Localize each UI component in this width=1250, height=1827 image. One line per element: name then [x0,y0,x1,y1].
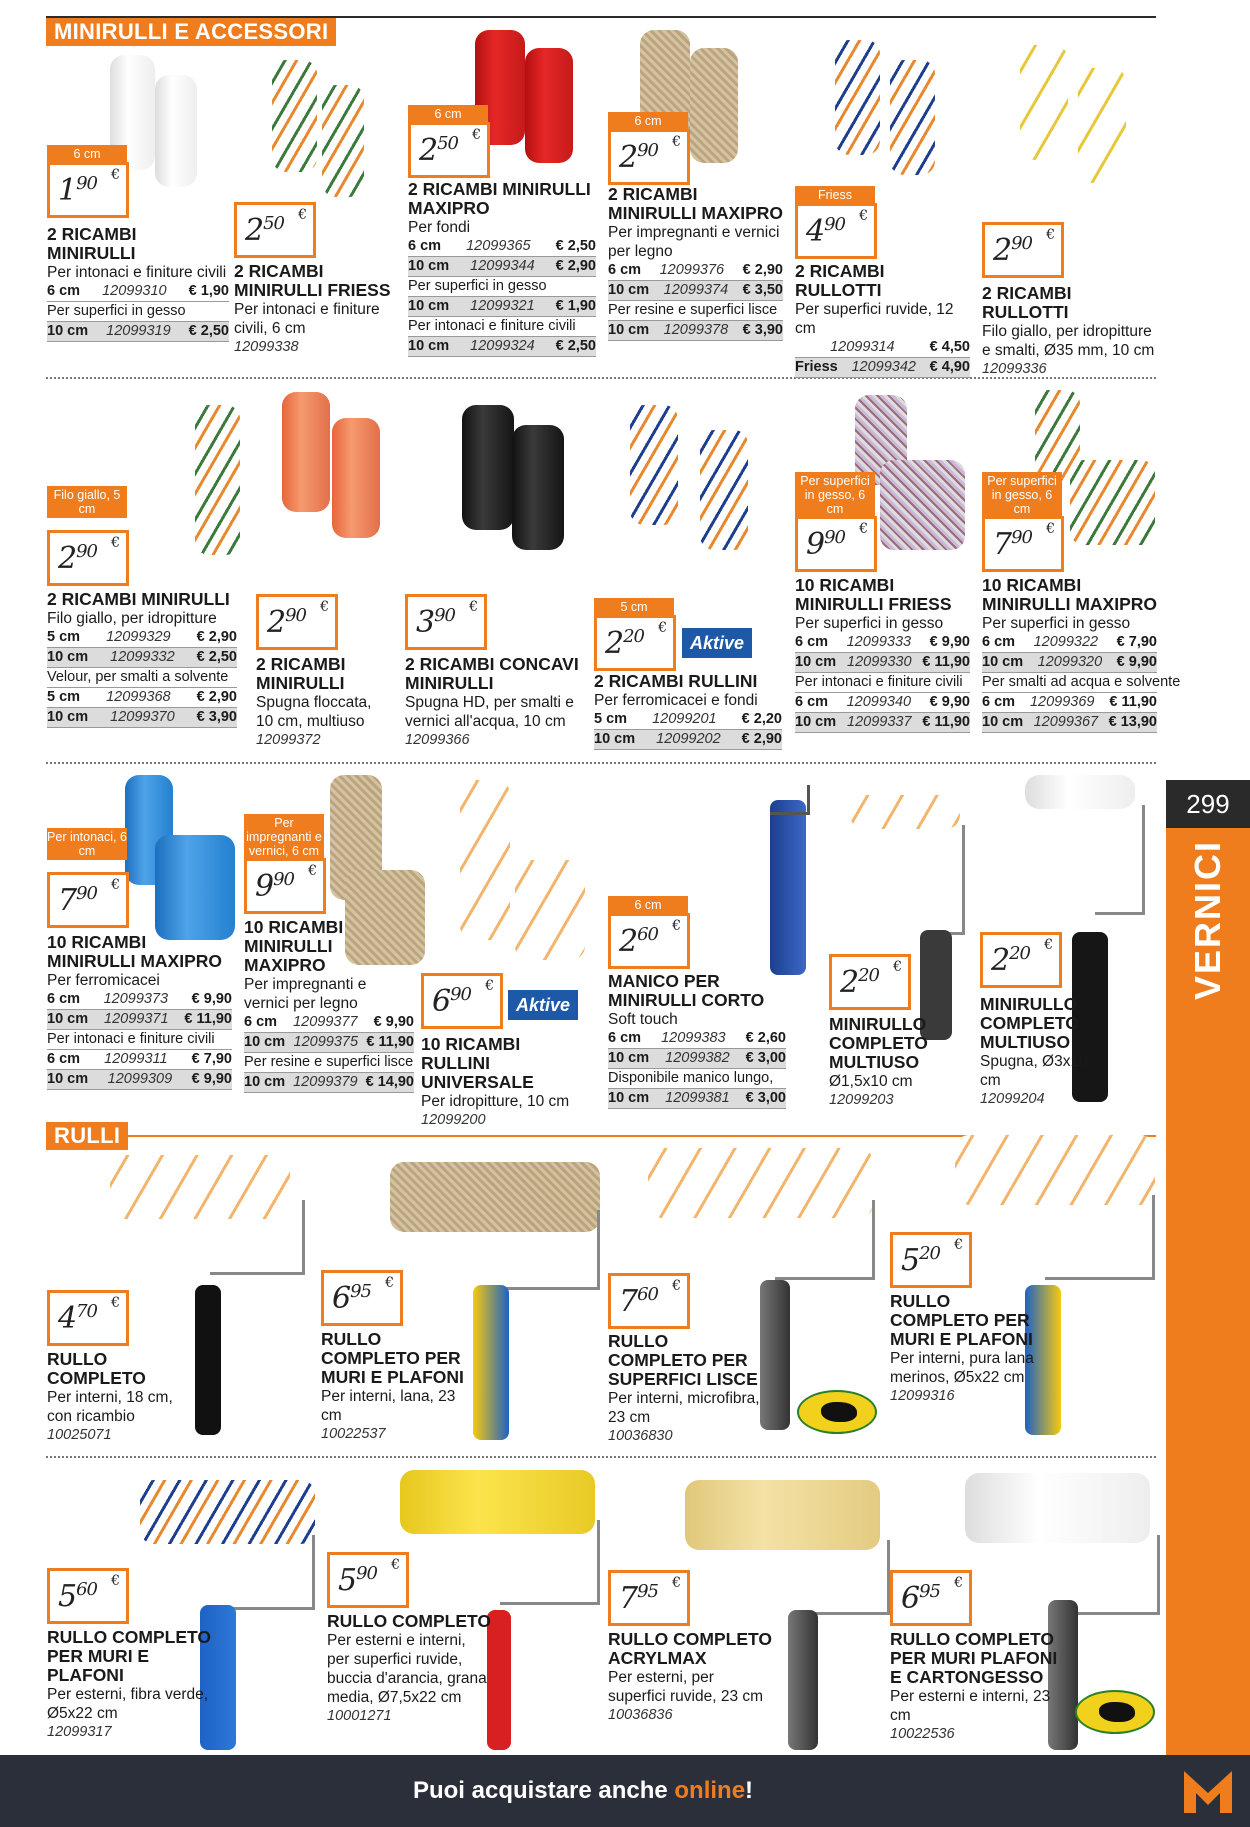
product-description: Per superfici in gesso [795,615,944,632]
price-badge [890,1232,972,1288]
product-description: Per superfici ruvide, 12 cm [795,301,954,337]
product-card[interactable] [421,1035,591,1130]
euro-icon: € [391,1557,400,1573]
product-description: Per interni, pura lana merinos, Ø5x22 cm [890,1350,1034,1386]
euro-icon: € [658,620,667,636]
size-tag: Friess [795,186,875,204]
boar-icon [1099,1702,1135,1722]
variant-row: 6 cm 12099377 € 9,90 [244,1013,414,1033]
product-image [525,48,573,163]
price-cents: 90 [76,173,97,194]
product-description: Spugna, Ø3x10 cm [980,1053,1088,1089]
euro-icon: € [469,599,478,615]
product-title: 2 RICAMBI MINIRULLI FRIESS [234,261,391,300]
euro-icon: € [111,167,120,183]
product-title: MINIRULLO COMPLETO MULTIUSO [829,1014,928,1072]
product-title: RULLO COMPLETO [47,1349,146,1388]
size-tag: Filo giallo, 5 cm [47,486,127,518]
product-description: Per ferromicacei e fondi [594,692,758,709]
price-badge [47,1290,129,1346]
size-tag: Per superfici in gesso, 6 cm [795,472,875,518]
price-euros: 5 [58,1579,77,1614]
brand-badge: Aktive [508,990,578,1020]
variant-row: 5 cm 12099329 € 2,90 [47,628,237,648]
product-title: RULLO COMPLETO PER MURI E PLAFONI [47,1627,211,1685]
price-badge [608,1570,690,1626]
product-image [155,75,197,187]
product-image [630,405,678,525]
variant-row: 6 cm 12099383 € 2,60 [608,1029,786,1049]
euro-icon: € [1046,227,1055,243]
product-description: Soft touch [608,1011,678,1028]
product-description: Per ferromicacei [47,972,160,989]
variant-row: 10 cm 12099309 € 9,90 [47,1070,232,1090]
product-card[interactable] [608,972,786,1109]
variant-row: 10 cm 12099374 € 3,50 [608,281,783,301]
variant-row: 10 cm 12099382 € 3,00 [608,1049,786,1069]
product-title: 10 RICAMBI MINIRULLI FRIESS [795,575,952,614]
footer-banner[interactable] [0,1755,1166,1827]
size-tag: 6 cm [608,112,688,130]
variant-row: 6 cm 12099310 € 1,90 [47,282,229,302]
variant-row: 10 cm 12099378 € 3,90 [608,321,783,341]
price-euros: 6 [432,984,451,1019]
price-euros: 7 [993,527,1012,562]
variant-row: 10 cm 12099379 € 14,90 [244,1073,414,1093]
variant-row: 10 cm 12099319 € 2,50 [47,322,229,342]
product-card[interactable] [608,1332,768,1446]
price-cents: 95 [350,1281,371,1302]
price-badge [608,129,690,185]
price-cents: 20 [1009,943,1030,964]
variant-note: Velour, per smalti a solvente [47,668,237,688]
price-badge [408,122,490,178]
price-euros: 2 [993,233,1012,268]
side-section-label: VERNICI [1187,839,1228,1000]
product-image [1025,775,1135,809]
euro-icon: € [472,127,481,143]
product-title: 2 RICAMBI RULLOTTI [795,261,885,300]
variant-row: 10 cm 12099370 € 3,90 [47,708,237,728]
product-description: Ø1,5x10 cm [829,1073,913,1090]
product-description: Per esterni e interni, 23 cm [890,1688,1051,1724]
price-badge [321,1270,403,1326]
product-card[interactable] [980,995,1090,1109]
price-euros: 2 [419,133,438,168]
size-tag: 6 cm [47,145,127,163]
product-description: Per impregnanti e vernici per legno [244,976,367,1012]
variant-row: 12099314 € 4,50 [795,338,970,358]
variant-row: 10 cm 12099202 € 2,90 [594,730,782,750]
product-image [512,425,564,550]
product-description: Per impregnanti e vernici per legno [608,224,780,260]
row-divider [46,762,1156,764]
price-badge [982,516,1064,572]
euro-icon: € [485,978,494,994]
price-euros: 3 [416,605,435,640]
product-image [700,430,748,550]
product-title: RULLO COMPLETO PER MURI PLAFONI E CARTONGESSO [890,1629,1058,1687]
price-cents: 90 [434,605,455,626]
product-code: 12099200 [421,1112,486,1128]
price-cents: 50 [437,133,458,154]
euro-icon: € [320,599,329,615]
product-code: 10022537 [321,1426,386,1442]
price-badge [405,594,487,650]
product-image [880,460,965,550]
price-euros: 2 [619,924,638,959]
brand-logo [1166,1755,1250,1827]
euro-icon: € [111,1573,120,1589]
product-card[interactable] [256,655,391,750]
product-card[interactable] [47,933,232,1090]
product-image [332,418,380,538]
variant-note: Per superfici in gesso [408,277,596,297]
variant-row: 5 cm 12099201 € 2,20 [594,710,782,730]
variant-row: Friess 12099342 € 4,90 [795,358,970,378]
price-badge [421,973,503,1029]
variant-row: 10 cm 12099332 € 2,50 [47,648,237,668]
product-card[interactable] [982,284,1157,379]
brand-boar-logo [797,1390,877,1434]
product-code: 12099317 [47,1724,112,1740]
product-card[interactable] [234,262,404,357]
product-card[interactable] [408,180,596,357]
footer-exclaim: ! [745,1777,754,1804]
price-cents: 90 [824,527,845,548]
product-title: MINIRULLO COMPLETO MULTIUSO [980,994,1079,1052]
price-badge [795,203,877,259]
variant-row: 10 cm 12099344 € 2,90 [408,257,596,277]
euro-icon: € [111,535,120,551]
product-card[interactable] [594,672,782,750]
product-code: 12099372 [256,732,321,748]
euro-icon: € [859,521,868,537]
price-cents: 90 [824,214,845,235]
product-image [690,48,738,163]
product-code: 10036830 [608,1428,673,1444]
variant-note: Per resine e superfici lisce [608,301,783,321]
price-cents: 60 [637,924,658,945]
price-euros: 9 [806,527,825,562]
product-description: Per interni, 18 cm, con ricambio [47,1389,173,1425]
product-description: Per intonaci e finiture civili [47,264,227,281]
page-number: 299 [1166,780,1250,828]
price-badge [327,1552,409,1608]
product-title: 2 RICAMBI MINIRULLI MAXIPRO [608,184,783,223]
price-cents: 20 [623,626,644,647]
variant-note: Per intonaci e finiture civili [408,317,596,337]
price-cents: 90 [76,541,97,562]
variant-row: 10 cm 12099321 € 1,90 [408,297,596,317]
price-cents: 95 [637,1581,658,1602]
variant-row: 10 cm 12099337 € 11,90 [795,713,970,733]
product-description: Per fondi [408,219,471,236]
product-title: RULLO COMPLETO PER MURI E PLAFONI [890,1291,1033,1349]
variant-row: 10 cm 12099324 € 2,50 [408,337,596,357]
price-cents: 90 [637,140,658,161]
price-cents: 95 [919,1581,940,1602]
size-tag: 5 cm [594,598,674,616]
product-image [1070,460,1155,545]
price-badge [47,530,129,586]
product-description: Per intonaci e finiture civili, 6 cm [234,301,380,337]
price-cents: 60 [76,1579,97,1600]
variant-row: 10 cm 12099375 € 11,90 [244,1033,414,1053]
product-title: 10 RICAMBI RULLINI UNIVERSALE [421,1034,534,1092]
variant-row: 6 cm 12099376 € 2,90 [608,261,783,281]
product-title: RULLO COMPLETO [327,1611,491,1631]
product-code: 12099204 [980,1091,1045,1107]
product-title: RULLO COMPLETO PER MURI E PLAFONI [321,1329,464,1387]
section-header-rulli: RULLI [46,1122,128,1150]
euro-icon: € [954,1237,963,1253]
euro-icon: € [111,1295,120,1311]
boar-icon [821,1402,857,1422]
euro-icon: € [672,918,681,934]
product-description: Per interni, lana, 23 cm [321,1388,456,1424]
price-euros: 9 [255,869,274,904]
price-euros: 2 [58,541,77,576]
product-card[interactable] [47,1628,227,1742]
variant-row: 6 cm 12099365 € 2,50 [408,237,596,257]
variant-note: Per resine e superfici lisce [244,1053,414,1073]
price-cents: 90 [76,883,97,904]
price-cents: 90 [285,605,306,626]
product-card[interactable] [47,1350,197,1445]
price-cents: 90 [273,869,294,890]
row-divider [46,1456,1156,1458]
footer-text: Puoi acquistare anche [412,1777,675,1804]
product-image [282,392,330,512]
product-card[interactable] [405,655,580,750]
variant-note: Per superfici in gesso [47,302,229,322]
euro-icon: € [672,134,681,150]
section-header-minirulli: MINIRULLI E ACCESSORI [46,18,336,46]
price-euros: 6 [332,1281,351,1316]
product-description: Filo giallo, per idropitture e smalti, Ø35 mm, 10 cm [982,323,1155,359]
price-badge [795,516,877,572]
variant-row: 10 cm 12099371 € 11,90 [47,1010,232,1030]
product-code: 10025071 [47,1427,112,1443]
product-card[interactable] [321,1330,471,1444]
price-euros: 7 [619,1581,638,1616]
size-tag: Per impregnanti e vernici, 6 cm [244,814,324,860]
product-description: Spugna HD, per smalti e vernici all'acqua, 10 cm [405,694,574,730]
product-card[interactable] [47,225,229,342]
price-cents: 70 [76,1301,97,1322]
variant-row: 5 cm 12099368 € 2,90 [47,688,237,708]
product-image [1020,45,1068,160]
product-image [322,85,364,197]
price-euros: 2 [245,213,264,248]
price-cents: 90 [1011,527,1032,548]
price-badge [608,913,690,969]
product-card[interactable] [327,1612,492,1726]
product-card[interactable] [795,262,970,378]
price-badge [234,202,316,258]
variant-row: 6 cm 12099373 € 9,90 [47,990,232,1010]
price-badge [256,594,338,650]
price-euros: 7 [619,1284,638,1319]
product-title: 2 RICAMBI CONCAVI MINIRULLI [405,654,579,693]
product-description: Per interni, microfibra, 23 cm [608,1390,760,1426]
footer-online-link[interactable]: online [674,1777,746,1804]
variant-row: 10 cm 12099381 € 3,00 [608,1089,786,1109]
product-image [1078,68,1126,183]
product-title: 10 RICAMBI MINIRULLI MAXIPRO [47,932,222,971]
variant-row: 10 cm 12099367 € 13,90 [982,713,1157,733]
price-badge [980,932,1062,988]
product-title: RULLO COMPLETO ACRYLMAX [608,1629,772,1668]
price-badge [47,162,129,218]
product-title: 2 RICAMBI MINIRULLI [47,224,137,263]
product-code: 12099338 [234,339,299,355]
price-euros: 2 [991,943,1010,978]
product-image [850,795,960,829]
price-cents: 20 [858,965,879,986]
price-badge [244,858,326,914]
price-badge [594,615,676,671]
product-description: Per esterni, fibra verde, Ø5x22 cm [47,1686,209,1722]
product-card[interactable] [608,1630,773,1725]
euro-icon: € [893,959,902,975]
price-euros: 1 [58,173,77,208]
euro-icon: € [385,1275,394,1291]
variant-row: 10 cm 12099320 € 9,90 [982,653,1157,673]
euro-icon: € [111,877,120,893]
price-badge [890,1570,972,1626]
product-card[interactable] [890,1292,1035,1406]
price-badge [829,954,911,1010]
product-title: 2 RICAMBI MINIRULLI [47,589,230,609]
size-tag: 6 cm [608,896,688,914]
variant-note: Per intonaci e finiture civili [47,1030,232,1050]
product-image [890,60,935,175]
price-cents: 50 [263,213,284,234]
euro-icon: € [1046,521,1055,537]
variant-row: 6 cm 12099311 € 7,90 [47,1050,232,1070]
price-euros: 7 [58,883,77,918]
price-euros: 4 [806,214,825,249]
variant-note: Per smalti ad acqua e solvente [982,673,1157,693]
product-image [155,835,235,940]
variant-row: 10 cm 12099330 € 11,90 [795,653,970,673]
price-euros: 6 [901,1581,920,1616]
variant-row: 6 cm 12099322 € 7,90 [982,633,1157,653]
price-euros: 2 [840,965,859,1000]
product-image [965,1473,1150,1543]
product-title: RULLO COMPLETO PER SUPERFICI LISCE [608,1331,758,1389]
product-title: 2 RICAMBI RULLOTTI [982,283,1072,322]
product-title: 2 RICAMBI MINIRULLI [256,654,346,693]
product-description: Filo giallo, per idropitture [47,610,217,627]
product-card[interactable] [244,918,414,1093]
euro-icon: € [954,1575,963,1591]
price-euros: 2 [619,140,638,175]
size-tag: Per superfici in gesso, 6 cm [982,472,1062,518]
variant-note: Disponibile manico lungo, [608,1069,786,1089]
product-image [515,860,585,960]
product-description: Per esterni e interni, per superfici ruvide, buccia d'arancia, grana media, Ø7,5x22 cm [327,1632,487,1706]
price-cents: 90 [356,1563,377,1584]
price-badge [47,1568,129,1624]
logo-m-icon [1180,1763,1236,1819]
euro-icon: € [298,207,307,223]
brand-boar-logo [1075,1690,1155,1734]
product-image [835,40,880,155]
product-code: 10036836 [608,1707,673,1723]
product-image [195,405,240,555]
product-description: Spugna floccata, 10 cm, multiuso [256,694,372,730]
variant-row: 6 cm 12099369 € 11,90 [982,693,1157,713]
price-badge [47,872,129,928]
product-code: 12099366 [405,732,470,748]
product-title: 10 RICAMBI MINIRULLI MAXIPRO [982,575,1157,614]
variant-row: 6 cm 12099340 € 9,90 [795,693,970,713]
product-title: 10 RICAMBI MINIRULLI MAXIPRO [244,917,344,975]
product-code: 12099203 [829,1092,894,1108]
product-image [272,60,317,172]
price-euros: 4 [58,1301,77,1336]
product-image [462,405,514,530]
price-cents: 20 [919,1243,940,1264]
euro-icon: € [1044,937,1053,953]
euro-icon: € [672,1278,681,1294]
size-tag: Per intonaci, 6 cm [47,830,127,858]
product-description: Per superfici in gesso [982,615,1131,632]
product-card[interactable] [608,185,783,341]
variant-note: Per intonaci e finiture civili [795,673,970,693]
product-card[interactable] [829,1015,959,1110]
euro-icon: € [672,1575,681,1591]
product-card[interactable] [795,576,970,733]
variant-row: 6 cm 12099333 € 9,90 [795,633,970,653]
product-title: MANICO PER MINIRULLI CORTO [608,971,765,1010]
price-euros: 2 [605,626,624,661]
price-badge [608,1273,690,1329]
product-code: 10001271 [327,1708,392,1724]
product-card[interactable] [890,1630,1070,1744]
price-cents: 90 [450,984,471,1005]
price-badge [982,222,1064,278]
price-euros: 5 [338,1563,357,1598]
product-card[interactable] [47,590,237,728]
product-card[interactable] [982,575,1181,733]
price-euros: 5 [901,1243,920,1278]
price-euros: 2 [267,605,286,640]
product-description: Per idropitture, 10 cm [421,1093,570,1110]
product-code: 12099316 [890,1388,955,1404]
product-code: 12099336 [982,361,1047,377]
size-tag: 6 cm [408,105,488,123]
euro-icon: € [859,208,868,224]
price-cents: 90 [1011,233,1032,254]
price-cents: 60 [637,1284,658,1305]
product-code: 10022536 [890,1726,955,1742]
product-image [460,780,510,940]
brand-badge: Aktive [682,628,752,658]
product-title: 2 RICAMBI RULLINI [594,671,758,691]
product-description: Per esterni, per superfici ruvide, 23 cm [608,1669,764,1705]
euro-icon: € [308,863,317,879]
product-title: 2 RICAMBI MINIRULLI MAXIPRO [408,179,591,218]
